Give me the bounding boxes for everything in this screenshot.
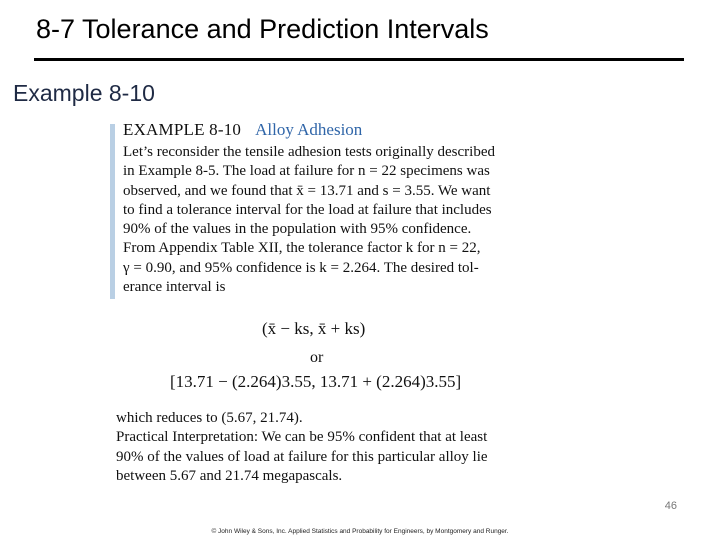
example-heading <box>123 120 362 140</box>
tolerance-interval-numeric: [13.71 − (2.264)3.55, 13.71 + (2.264)3.55] <box>170 372 462 391</box>
body-line: observed, and we found that x̄ = 13.71 and s = 3.55. We want <box>123 182 491 199</box>
body-line: in Example 8-5. The load at failure for n = 22 specimens was <box>123 163 490 180</box>
example-number: EXAMPLE 8-10 <box>123 120 242 139</box>
conclusion-line: which reduces to (5.67, 21.74). <box>116 410 303 426</box>
body-line: γ = 0.90, and 95% confidence is k = 2.264. The desired tol- <box>123 259 479 276</box>
copyright-footer: © John Wiley & Sons, Inc. Applied Statistics and Probability for Engineers, by Montgomery and Runger. <box>211 528 509 535</box>
body-line: From Appendix Table XII, the tolerance factor k for n = 22, <box>123 240 481 257</box>
body-line: to find a tolerance interval for the load at failure that includes <box>123 201 492 218</box>
slide-title: 8-7 Tolerance and Prediction Intervals <box>36 14 489 44</box>
conclusion-line: between 5.67 and 21.74 megapascals. <box>116 467 343 484</box>
conclusion-line: 90% of the values of load at failure for this particular alloy lie <box>116 448 488 465</box>
example-body <box>123 143 533 297</box>
body-line: erance interval is <box>123 279 226 296</box>
example-conclusion <box>116 409 546 486</box>
example-side-bar <box>110 124 115 299</box>
slide-subtitle: Example 8-10 <box>13 80 155 106</box>
body-line: 90% of the values in the population with 95% confidence. <box>123 221 472 238</box>
conclusion-line: Practical Interpretation: We can be 95% confident that at least <box>116 429 488 446</box>
example-topic: Alloy Adhesion <box>255 120 363 139</box>
body-line: Let’s reconsider the tensile adhesion tests originally described <box>123 144 495 160</box>
page-number: 46 <box>664 500 677 512</box>
tolerance-interval-formula: (x̄ − ks, x̄ + ks) <box>262 319 366 338</box>
or-connector: or <box>310 349 324 366</box>
title-underline <box>34 58 684 61</box>
